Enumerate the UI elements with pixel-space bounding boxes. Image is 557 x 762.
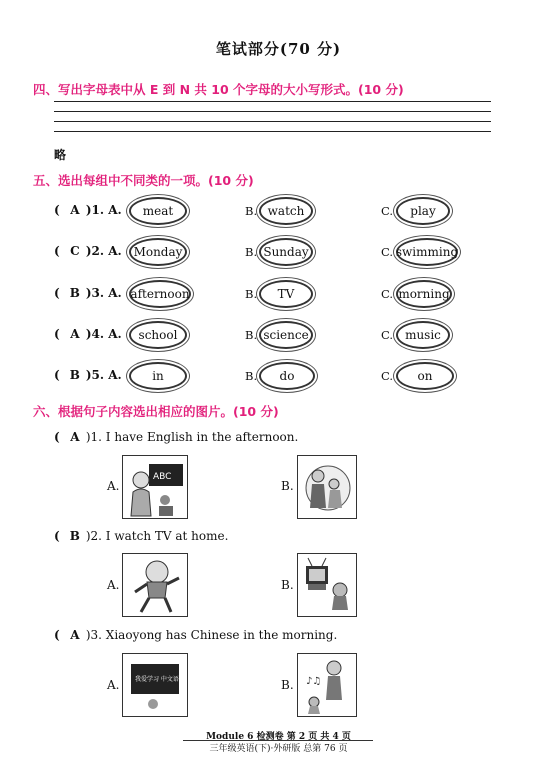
writing-line — [54, 101, 491, 102]
picture-question: ( A )3. Xiaoyong has Chinese in the morning. — [54, 628, 338, 642]
question-row — [54, 362, 514, 392]
option-c-label: C. — [381, 204, 394, 218]
picture-a-teacher-blackboard[interactable] — [122, 455, 188, 519]
answer-value: B — [69, 286, 80, 300]
word-option-b[interactable]: science — [259, 321, 313, 349]
footer-page-info: Module 6 检测卷 第 2 页 共 4 页 — [206, 732, 351, 742]
answer-value: A — [70, 628, 80, 642]
word-option-c[interactable]: morning — [396, 280, 452, 308]
word-option-b[interactable]: do — [259, 362, 315, 390]
word-option-c[interactable]: music — [396, 321, 450, 349]
word-option-a[interactable]: in — [129, 362, 187, 390]
word-option-a[interactable]: afternoon — [129, 280, 191, 308]
word-option-a[interactable]: meat — [129, 197, 187, 225]
answer-value: B — [69, 368, 80, 382]
question-text: )3. Xiaoyong has Chinese in the morning. — [85, 628, 338, 642]
question-row — [54, 197, 514, 227]
question-text: )1. I have English in the afternoon. — [85, 430, 299, 444]
option-c-label: C. — [381, 369, 394, 383]
word-option-a[interactable]: Monday — [129, 238, 187, 266]
picture-b-music-class[interactable] — [297, 653, 357, 717]
word-option-c[interactable]: play — [396, 197, 450, 225]
question-row — [54, 238, 514, 268]
writing-line — [54, 131, 491, 132]
question-label: )5. A. — [85, 368, 122, 382]
picture-b-watching-tv[interactable] — [297, 553, 357, 617]
option-c-label: C. — [381, 328, 394, 342]
option-b-label: B. — [245, 204, 258, 218]
question-number: ( A )4. A. — [54, 327, 122, 341]
picture-b-family-scene[interactable] — [297, 455, 357, 519]
picture-question: ( B )2. I watch TV at home. — [54, 529, 229, 543]
question-row — [54, 280, 514, 310]
picture-a-label: A. — [107, 479, 120, 493]
option-b-label: B. — [245, 245, 258, 259]
writing-line — [54, 111, 491, 112]
question-label: )1. A. — [85, 203, 122, 217]
picture-a-label: A. — [107, 678, 120, 692]
answer-value: A — [70, 203, 80, 217]
picture-a-label: A. — [107, 578, 120, 592]
question-label: )2. A. — [85, 244, 122, 258]
option-c-label: C. — [381, 287, 394, 301]
question-row — [54, 321, 514, 351]
blackboard-text: ABC — [153, 472, 172, 482]
section-4-heading: 四、写出字母表中从 E 到 N 共 10 个字母的大小写形式。(10 分) — [33, 82, 404, 97]
question-label: )3. A. — [85, 286, 122, 300]
blackboard-text: 我爱学习 中文语文 — [135, 676, 185, 683]
question-number: ( B )5. A. — [54, 368, 122, 382]
option-c-label: C. — [381, 245, 394, 259]
answer-value: A — [70, 430, 80, 444]
question-text: )2. I watch TV at home. — [85, 529, 229, 543]
option-b-label: B. — [245, 287, 258, 301]
section-5-heading: 五、选出每组中不同类的一项。(10 分) — [33, 173, 254, 188]
page-title: 笔试部分(70 分) — [215, 40, 342, 58]
picture-a-chinese-blackboard[interactable] — [122, 653, 188, 717]
section-6-heading: 六、根据句子内容选出相应的图片。(10 分) — [33, 404, 279, 419]
word-option-b[interactable]: TV — [259, 280, 313, 308]
picture-b-label: B. — [281, 479, 294, 493]
picture-a-boy-running[interactable] — [122, 553, 188, 617]
word-option-b[interactable]: watch — [259, 197, 313, 225]
picture-question: ( A )1. I have English in the afternoon. — [54, 430, 299, 444]
section-4-answer: 略 — [54, 148, 67, 162]
picture-b-label: B. — [281, 678, 294, 692]
picture-b-label: B. — [281, 578, 294, 592]
answer-value: C — [70, 244, 80, 258]
option-b-label: B. — [245, 328, 258, 342]
question-number: ( B )3. A. — [54, 286, 122, 300]
question-number: ( A )1. A. — [54, 203, 122, 217]
answer-value: A — [70, 327, 80, 341]
word-option-a[interactable]: school — [129, 321, 187, 349]
footer-book-info: 三年级英语(下)·外研版 总第 76 页 — [209, 744, 348, 754]
music-note-icon: ♪♫ — [306, 676, 322, 687]
option-b-label: B. — [245, 369, 258, 383]
writing-line — [54, 121, 491, 122]
word-option-c[interactable]: swimming — [396, 238, 458, 266]
word-option-c[interactable]: on — [396, 362, 454, 390]
question-number: ( C )2. A. — [54, 244, 122, 258]
answer-value: B — [69, 529, 80, 543]
word-option-b[interactable]: Sunday — [259, 238, 313, 266]
question-label: )4. A. — [85, 327, 122, 341]
